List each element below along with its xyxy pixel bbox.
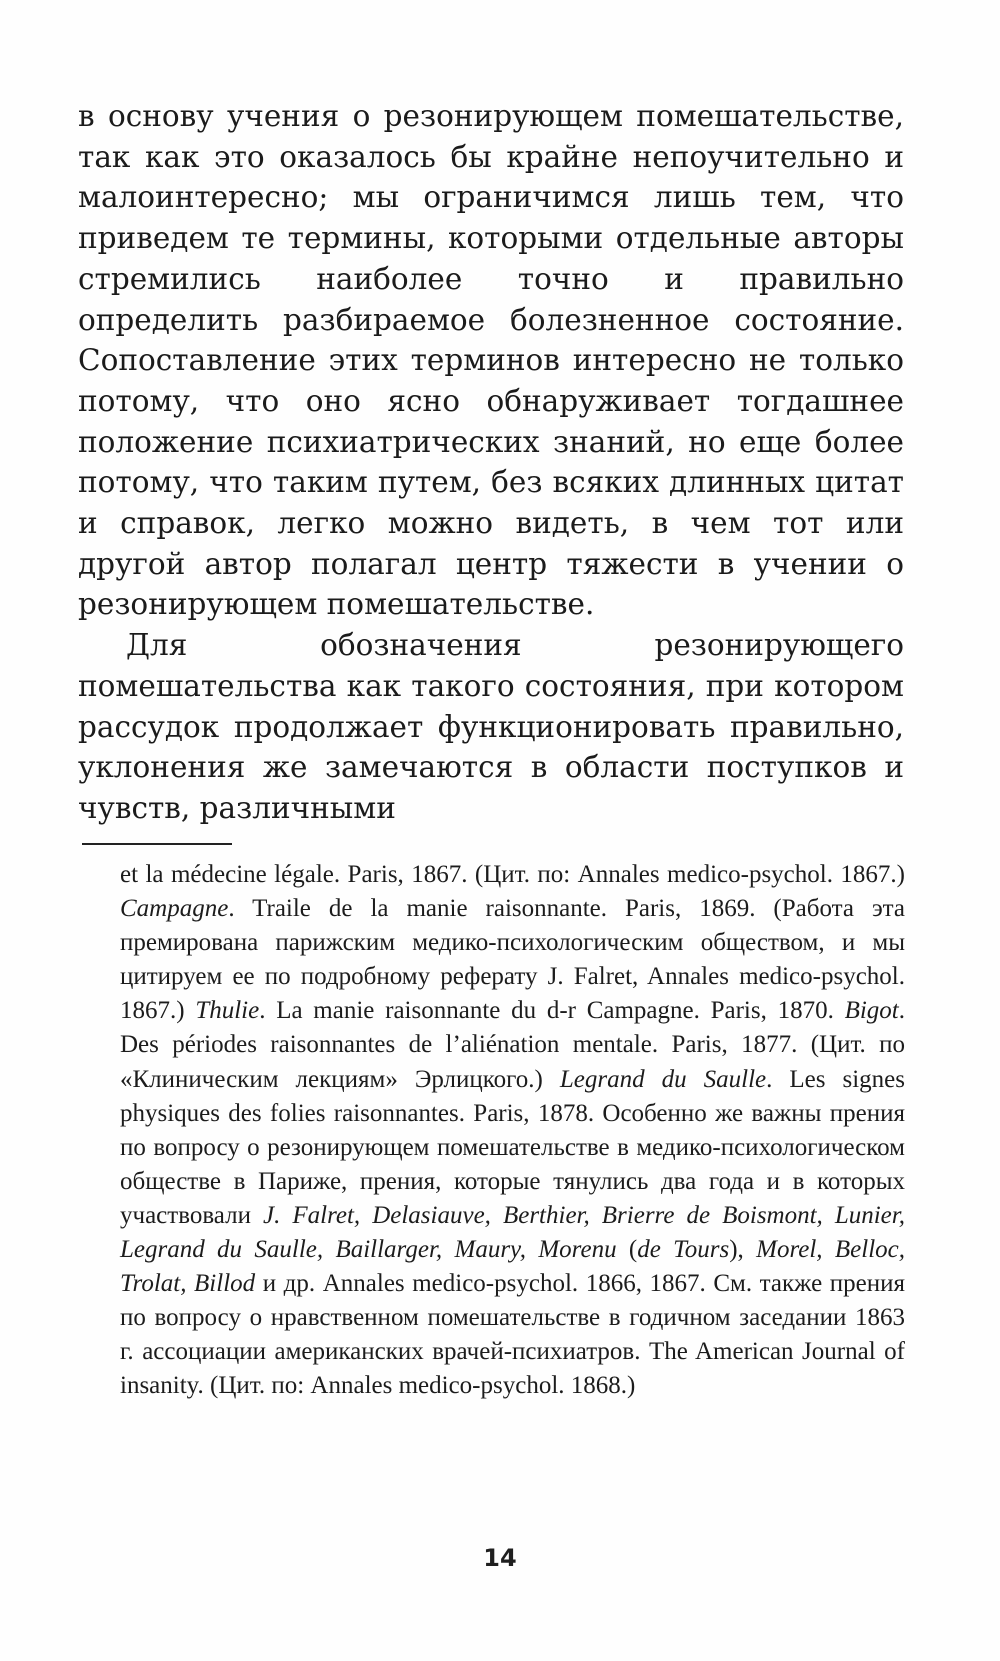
footnote-segment: ), xyxy=(729,1236,757,1264)
footnote-segment: et la médecine légale. Paris, 1867. (Цит. по: Annales medico-psychol. 1867.) xyxy=(120,861,905,888)
author-name: de Tours xyxy=(637,1236,730,1264)
footnote-text xyxy=(120,858,905,1404)
footnote-segment: . Les signes physiques des folies raisonnantes. Paris, 1878. Особенно же важны прения по вопросу о резонирующем помешательстве в медико-психологическом обществе в Париже, прения, которые тянулись два года и в которых участвовали xyxy=(120,1065,905,1229)
footnote-segment: . Traile de la manie raisonnante. Paris, 1869. (Работа эта премирована парижским медико-психологическим обществом, и мы цитируем ее по подробному реферату J. Falret, Annales medico-psychol. 1867.) xyxy=(120,895,905,1025)
paragraph-1: в основу учения о резонирующем помешательстве, так как это оказалось бы крайне непоучительно и малоинтересно; мы ограничимся лишь тем, что приведем те термины, которыми отдельные авторы стремились наиболее точно и правильно определить разбираемое болезненное состояние. Сопоставление этих терминов интересно не только потому, что оно ясно обнаруживает тогдашнее положение психиатрических знаний, но еще более потому, что таким путем, без всяких длинных цитат и справок, легко можно видеть, в чем тот или другой автор полагал центр тяжести в учении о резонирующем помешательстве. xyxy=(78,99,904,622)
author-name: Campagne xyxy=(120,895,229,923)
author-name: Legrand du Saulle xyxy=(559,1065,767,1093)
footnote-segment: и др. Annales medico-psychol. 1866, 1867. См. также прения по вопросу о нравственном помешательстве в годичном заседании 1863 г. ассоциации американских врачей-психиатров. The American Journal of insanity. (Цит. по: Annales medico-psychol. 1868.) xyxy=(120,1270,905,1400)
footnote-segment: . La manie raisonnante du d-r Campagne. Paris, 1870. xyxy=(259,997,845,1025)
footnote-segment: ( xyxy=(616,1236,638,1264)
paragraph-2: Для обозначения резонирующего помешательства как такого состояния, при котором рассудок продолжает функционировать правильно, уклонения же замечаются в области поступков и чувств, различными xyxy=(78,628,904,825)
author-names: Morel, Belloc, Trolat, Billod xyxy=(120,1236,905,1298)
footnote-segment: . Des périodes raisonnantes de l’aliénation mentale. Paris, 1877. (Цит. по «Клиническим лекциям» Эрлицкого.) xyxy=(120,997,905,1093)
page-number: 14 xyxy=(483,1544,517,1572)
main-text xyxy=(78,96,904,829)
author-names: J. Falret, Delasiauve, Berthier, Brierre de Boismont, Lunier, Legrand du Saulle, Baillarger, Maury, Morenu xyxy=(120,1201,905,1264)
author-name: Bigot xyxy=(844,997,899,1025)
author-name: Thulie xyxy=(195,997,260,1025)
footnote-divider xyxy=(82,843,232,845)
footnote xyxy=(120,858,905,1404)
